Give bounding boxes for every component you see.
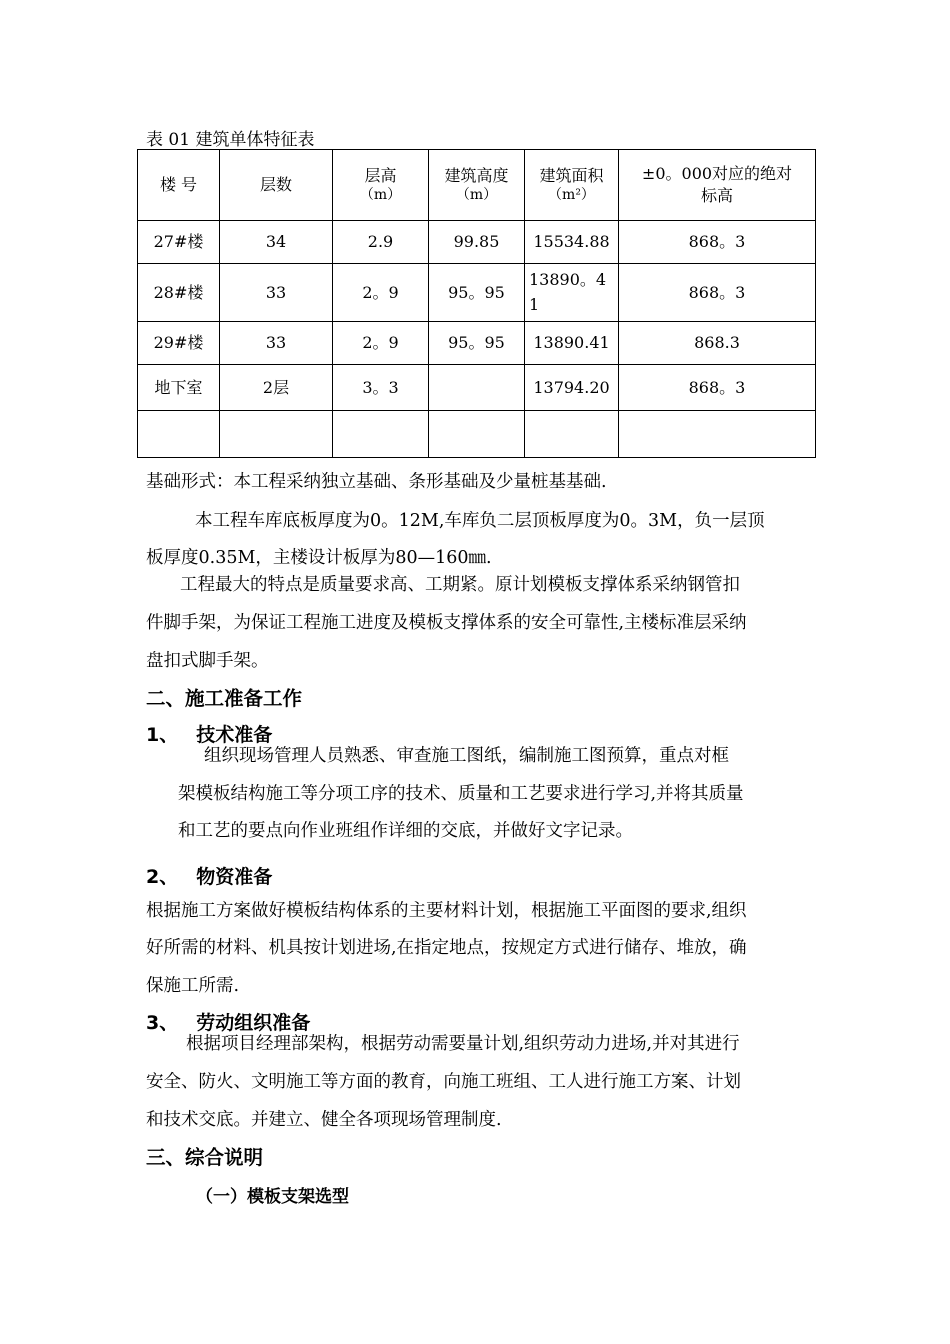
subsection-3-title: 劳动组织准备 [196, 1012, 311, 1034]
cell-floors: 33 [220, 322, 333, 365]
foundation-paragraph: 基础形式：本工程采纳独立基础、条形基础及少量桩基基础. [146, 472, 607, 492]
labor-prep-line-2: 安全、防火、文明施工等方面的教育，向施工班组、工人进行施工方案、计划 [146, 1072, 741, 1092]
cell-elevation: 868。3 [619, 264, 816, 322]
cell-floor-height [333, 411, 429, 458]
slab-line-1: 本工程车库底板厚度为0。12M,车库负二层顶板厚度为0。3M，负一层顶 [195, 511, 765, 531]
labor-prep-line-3: 和技术交底。并建立、健全各项现场管理制度. [146, 1110, 502, 1130]
table-row [138, 264, 816, 322]
cell-floor-height: 2。9 [333, 322, 429, 365]
cell-floors: 33 [220, 264, 333, 322]
subsection-1-title: 技术准备 [196, 724, 273, 746]
cell-building [138, 411, 220, 458]
subsection-2-heading [146, 862, 272, 889]
header-floors: 层数 [220, 150, 333, 221]
subsection-formwork-selection: （一）模板支架选型 [196, 1187, 349, 1207]
cell-floors [220, 411, 333, 458]
cell-elevation: 868.3 [619, 322, 816, 365]
feature-line-1: 工程最大的特点是质量要求高、工期紧。原计划模板支撑体系采纳钢管扣 [180, 575, 740, 595]
header-building-area [525, 150, 619, 221]
header-elevation [619, 150, 816, 221]
header-building: 楼 号 [138, 150, 220, 221]
header-building-height [429, 150, 525, 221]
subsection-2-title: 物资准备 [196, 866, 273, 888]
table-row [138, 221, 816, 264]
table-row [138, 411, 816, 458]
cell-building-height: 95。95 [429, 322, 525, 365]
header-building-height-unit: （m） [455, 187, 498, 204]
cell-floor-height: 2.9 [333, 221, 429, 264]
table-caption: 表 01 建筑单体特征表 [146, 130, 315, 150]
subsection-1-number: 1、 [146, 724, 179, 746]
header-building-area-unit: （m²） [548, 187, 595, 204]
cell-building-height: 95。95 [429, 264, 525, 322]
cell-floors: 34 [220, 221, 333, 264]
cell-area [525, 411, 619, 458]
cell-building-height [429, 411, 525, 458]
cell-building: 地下室 [138, 365, 220, 411]
table-row [138, 365, 816, 411]
cell-area: 13794.20 [525, 365, 619, 411]
cell-elevation: 868。3 [619, 365, 816, 411]
header-building-height-label: 建筑高度 [444, 165, 509, 185]
header-floor-height-unit: （m） [359, 187, 402, 204]
feature-line-3: 盘扣式脚手架。 [146, 651, 269, 671]
header-floor-height-label: 层高 [364, 165, 397, 185]
cell-elevation: 868。3 [619, 221, 816, 264]
material-prep-line-1: 根据施工方案做好模板结构体系的主要材料计划，根据施工平面图的要求,组织 [146, 901, 747, 921]
table-row [138, 322, 816, 365]
tech-prep-line-2: 架模板结构施工等分项工序的技术、质量和工艺要求进行学习,并将其质量 [178, 784, 744, 804]
building-features-table [137, 149, 816, 458]
header-building-area-label: 建筑面积 [539, 165, 604, 185]
cell-floor-height: 3。3 [333, 365, 429, 411]
tech-prep-line-3: 和工艺的要点向作业班组作详细的交底，并做好文字记录。 [178, 821, 633, 841]
cell-building: 29#楼 [138, 322, 220, 365]
slab-line-2: 板厚度0.35M，主楼设计板厚为80—160㎜. [146, 548, 492, 568]
cell-area: 13890。41 [525, 264, 619, 322]
cell-area: 13890.41 [525, 322, 619, 365]
header-floor-height [333, 150, 429, 221]
tech-prep-line-1: 组织现场管理人员熟悉、审查施工图纸，编制施工图预算，重点对框 [204, 746, 729, 766]
cell-building-height: 99.85 [429, 221, 525, 264]
labor-prep-line-1: 根据项目经理部架构，根据劳动需要量计划,组织劳动力进场,并对其进行 [186, 1034, 740, 1054]
header-elevation-line1: ±0。000对应的绝对 [641, 164, 793, 184]
material-prep-line-3: 保施工所需. [146, 976, 240, 996]
section-2-title: 二、施工准备工作 [146, 687, 303, 710]
cell-building-height [429, 365, 525, 411]
subsection-3-number: 3、 [146, 1012, 179, 1034]
cell-building: 28#楼 [138, 264, 220, 322]
feature-line-2: 件脚手架，为保证工程施工进度及模板支撑体系的安全可靠性,主楼标准层采纳 [146, 613, 747, 633]
header-elevation-line2: 标高 [700, 186, 733, 205]
section-3-title: 三、综合说明 [146, 1146, 264, 1169]
cell-elevation [619, 411, 816, 458]
material-prep-line-2: 好所需的材料、机具按计划进场,在指定地点，按规定方式进行储存、堆放，确 [146, 938, 747, 958]
cell-building: 27#楼 [138, 221, 220, 264]
subsection-2-number: 2、 [146, 866, 179, 888]
cell-floors: 2层 [220, 365, 333, 411]
cell-floor-height: 2。9 [333, 264, 429, 322]
table-header-row [138, 150, 816, 221]
cell-area: 15534.88 [525, 221, 619, 264]
